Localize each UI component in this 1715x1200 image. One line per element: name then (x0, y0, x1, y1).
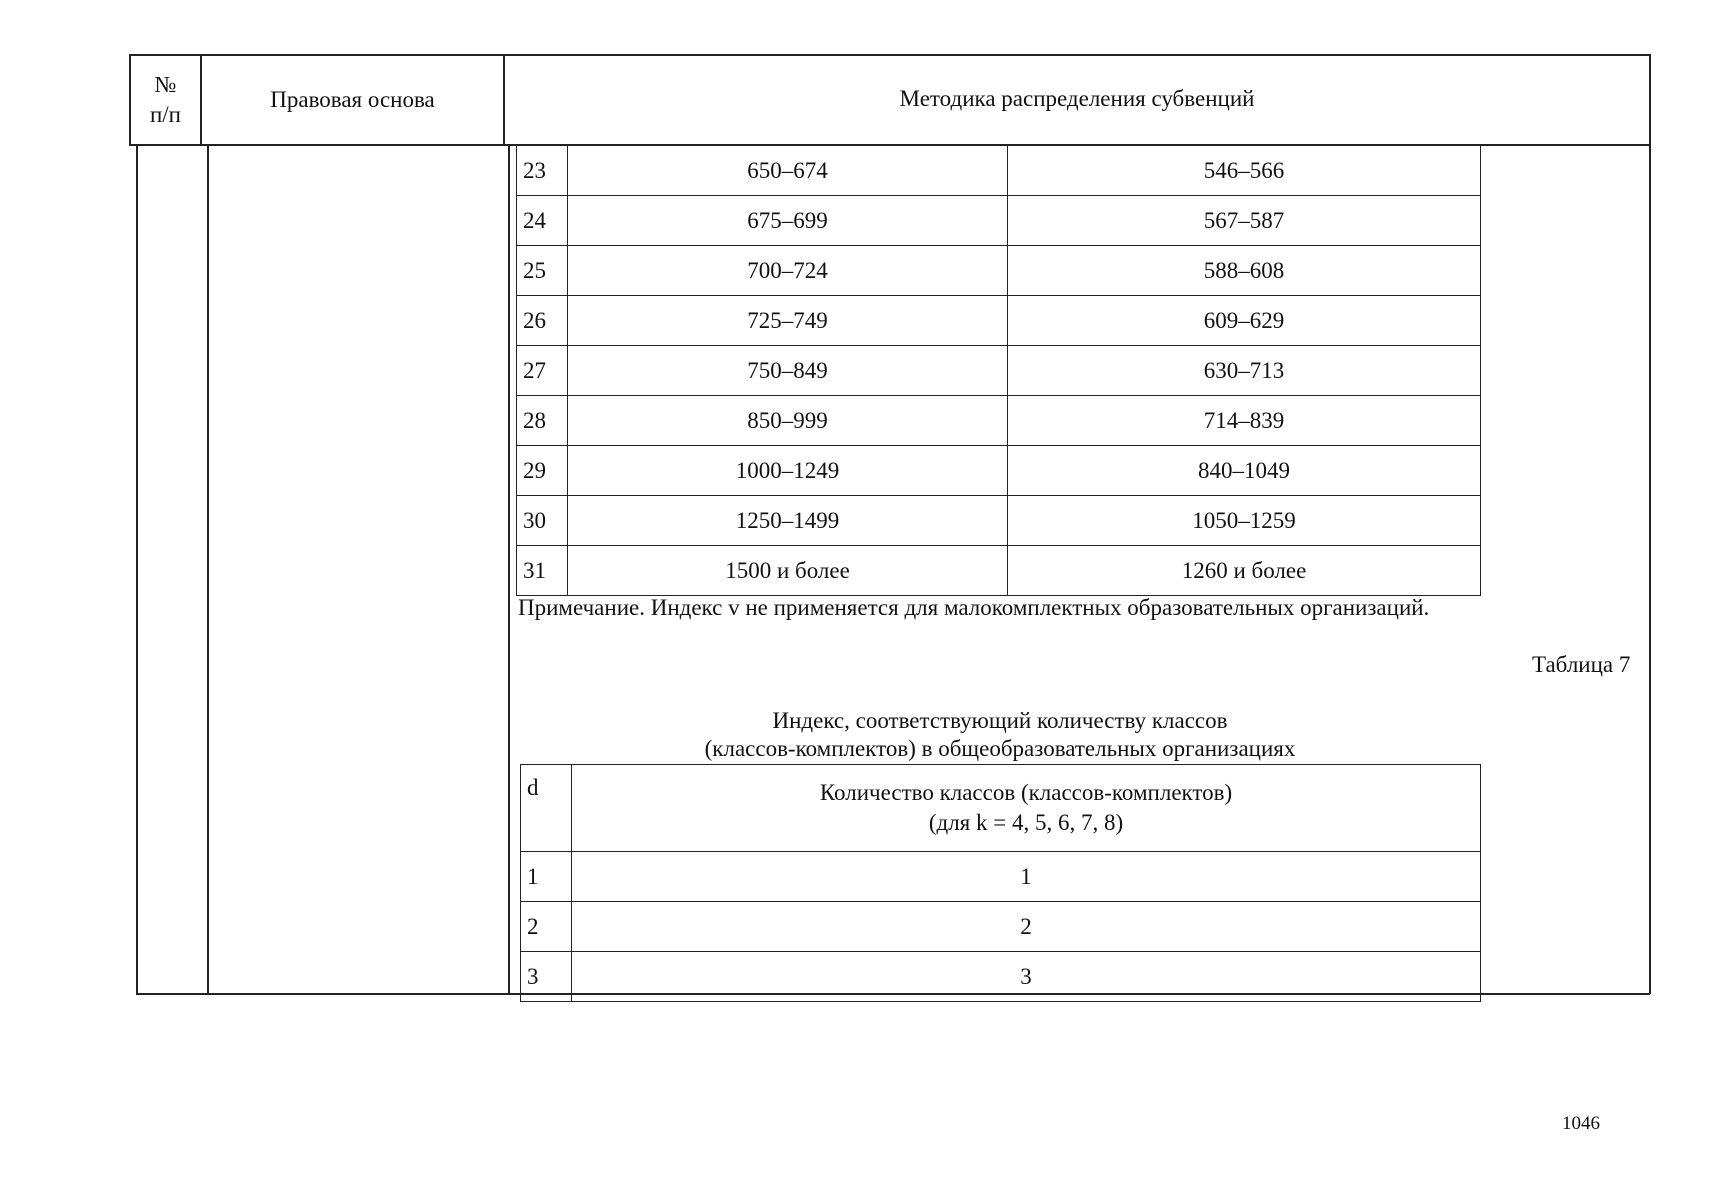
d-cell: 2 (521, 902, 572, 952)
table-row (517, 246, 1481, 296)
page-number: 1046 (1562, 1113, 1600, 1134)
row-number-cell: 28 (517, 396, 568, 446)
table-row (521, 902, 1481, 952)
table-v-note: Примечание. Индекс v не применяется для малокомплектных образовательных организаций. (518, 595, 1430, 620)
table7-title (520, 707, 1480, 763)
row-number-cell: 25 (517, 246, 568, 296)
range-b-cell: 840–1049 (1008, 446, 1481, 496)
header-legal-basis: Правовая основа (270, 87, 435, 112)
range-b-cell: 588–608 (1008, 246, 1481, 296)
d-cell: 3 (521, 952, 572, 1002)
range-b-cell: 1260 и более (1008, 546, 1481, 596)
range-a-cell: 1000–1249 (568, 446, 1008, 496)
header-method: Методика распределения субвенций (899, 86, 1255, 111)
row-number-cell: 30 (517, 496, 568, 546)
frame-right (1649, 54, 1651, 994)
range-b-cell: 567–587 (1008, 196, 1481, 246)
table7-label: Таблица 7 (1532, 652, 1631, 677)
table7-title-line1: Индекс, соответствующий количеству классов (772, 708, 1228, 733)
count-cell: 1 (572, 852, 1481, 902)
count-cell: 2 (572, 902, 1481, 952)
table7-header-row (521, 765, 1481, 852)
frame-left-lower (136, 144, 138, 994)
range-a-cell: 1500 и более (568, 546, 1008, 596)
table-v (516, 145, 1481, 596)
table7-title-line2: (классов-комплектов) в общеобразовательных организациях (704, 736, 1296, 761)
table-row (517, 346, 1481, 396)
frame-divider-1-lower (207, 144, 209, 994)
range-a-cell: 650–674 (568, 146, 1008, 196)
range-b-cell: 609–629 (1008, 296, 1481, 346)
table7-head-count (572, 765, 1481, 852)
range-b-cell: 1050–1259 (1008, 496, 1481, 546)
range-a-cell: 700–724 (568, 246, 1008, 296)
table-row (517, 196, 1481, 246)
range-a-cell: 850–999 (568, 396, 1008, 446)
table-row (517, 446, 1481, 496)
table7-head-count-line1: Количество классов (классов-комплектов) (819, 780, 1233, 805)
range-b-cell: 546–566 (1008, 146, 1481, 196)
count-cell: 3 (572, 952, 1481, 1002)
table7-head-count-line2: (для k = 4, 5, 6, 7, 8) (928, 810, 1124, 835)
table-row (521, 852, 1481, 902)
table-v-body (517, 146, 1481, 596)
table7 (520, 764, 1481, 1002)
table-row (517, 146, 1481, 196)
range-a-cell: 1250–1499 (568, 496, 1008, 546)
header-number-line1: № (154, 72, 177, 97)
table-row (517, 396, 1481, 446)
frame-divider-2-lower (508, 144, 510, 994)
header-number-line2: п/п (149, 102, 181, 127)
table-row (521, 952, 1481, 1002)
row-number-cell: 23 (517, 146, 568, 196)
row-number-cell: 29 (517, 446, 568, 496)
table-row (517, 496, 1481, 546)
range-b-cell: 714–839 (1008, 396, 1481, 446)
range-a-cell: 750–849 (568, 346, 1008, 396)
table-row (517, 546, 1481, 596)
range-a-cell: 675–699 (568, 196, 1008, 246)
row-number-cell: 26 (517, 296, 568, 346)
table7-rows (521, 852, 1481, 1002)
row-number-cell: 31 (517, 546, 568, 596)
range-b-cell: 630–713 (1008, 346, 1481, 396)
header-number-cell (131, 56, 200, 144)
d-cell: 1 (521, 852, 572, 902)
range-a-cell: 725–749 (568, 296, 1008, 346)
row-number-cell: 24 (517, 196, 568, 246)
row-number-cell: 27 (517, 346, 568, 396)
table7-head-d: d (521, 765, 572, 852)
table7-body (521, 765, 1481, 852)
table-row (517, 296, 1481, 346)
